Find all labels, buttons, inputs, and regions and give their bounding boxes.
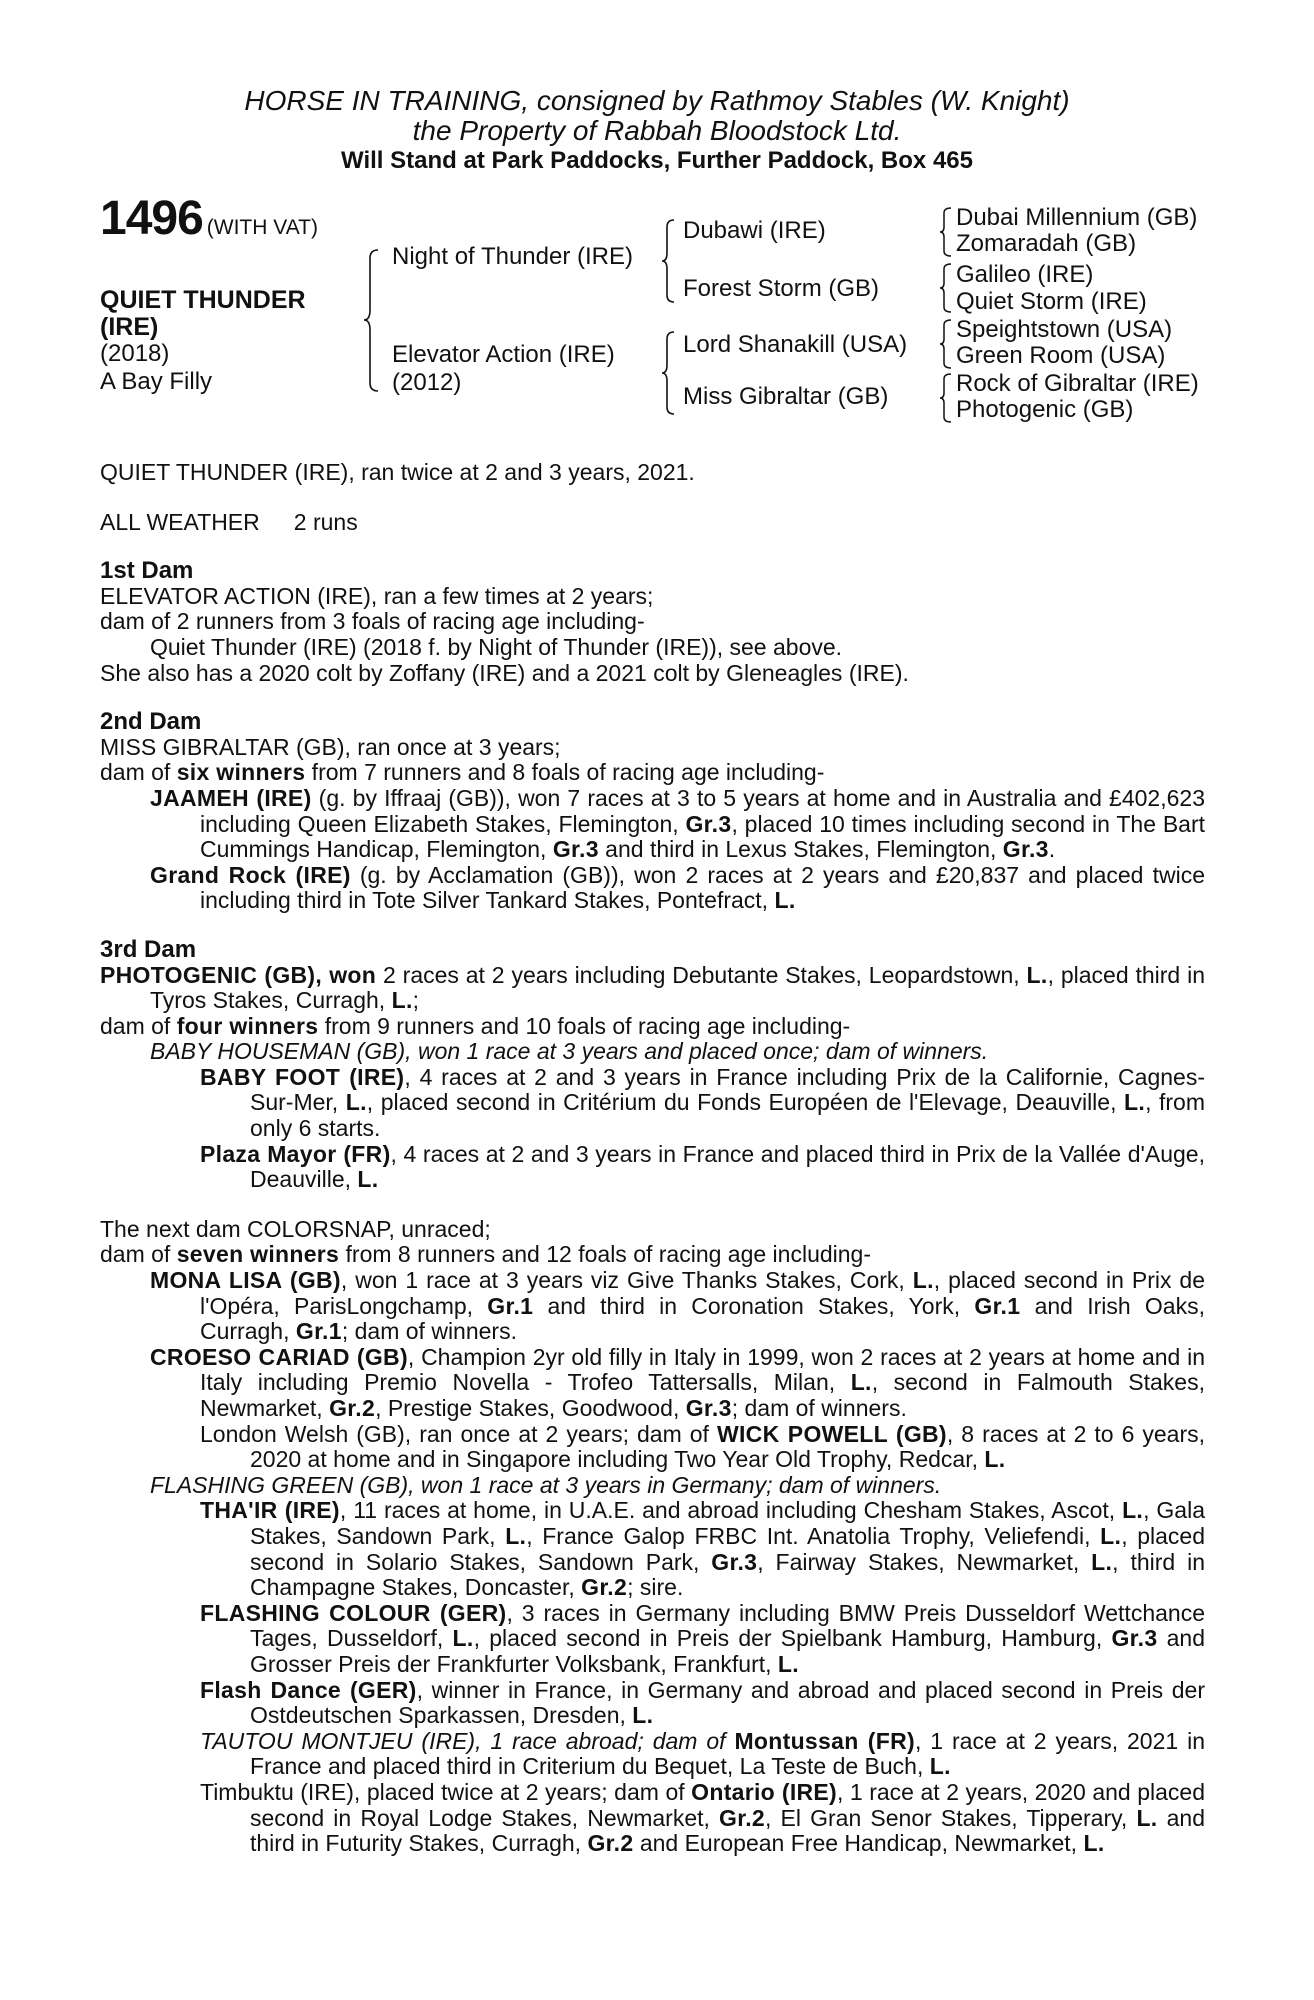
pedigree-g3: Galileo (IRE) [956,261,1094,288]
third-dam-produce: dam of four winners from 9 runners and 10 foals of racing age including- [100,1012,851,1039]
lot-block [100,192,400,245]
pedigree-brace-g34 [938,262,954,314]
produce-entry-croeso-cariad: CROESO CARIAD (GB), Champion 2yr old filly in Italy in 1999, won 2 races at 2 years at home and in Italy including Premio Novella - Trofeo Tattersalls, Milan, L., second in Falmouth Stakes, Newmarket, Gr.2, Prestige Stakes, Goodwood, Gr.3; dam of winners. [150,1343,1205,1421]
pedigree-dam-year: (2012) [392,369,462,396]
stand-location: Will Stand at Park Paddocks, Further Paddock, Box 465 [341,147,973,174]
first-dam-line: ELEVATOR ACTION (IRE), ran a few times at 2 years; [100,582,654,609]
pedigree-brace-g56 [938,318,954,370]
pedigree-g4: Quiet Storm (IRE) [956,288,1147,315]
first-dam-younger: She also has a 2020 colt by Zoffany (IRE) and a 2021 colt by Gleneagles (IRE). [100,659,909,686]
first-dam-heading: 1st Dam [100,557,194,585]
pedigree-g1: Dubai Millennium (GB) [956,204,1198,231]
property-line: the Property of Rabbah Bloodstock Ltd. [412,115,902,146]
lot-number: 1496 [100,192,203,245]
pedigree-g8: Photogenic (GB) [956,396,1134,423]
produce-entry-baby-houseman: BABY HOUSEMAN (GB), won 1 race at 3 years and placed once; dam of winners. [150,1038,989,1065]
all-weather-record [100,510,1205,536]
produce-entry-mona-lisa: MONA LISA (GB), won 1 race at 3 years viz Give Thanks Stakes, Cork, L., placed second in Prix de l'Opéra, ParisLongchamp, Gr.1 and third in Coronation Stakes, York, Gr.1 and Irish Oaks, Curragh, Gr.1; dam of winners. [150,1267,1205,1345]
produce-entry-baby-foot: BABY FOOT (IRE), 4 races at 2 and 3 years in France including Prix de la Californie, Cagnes-Sur-Mer, L., placed second in Critérium du Fonds Européen de l'Elevage, Deauville, L., from only 6 starts. [200,1063,1205,1142]
second-dam-heading: 2nd Dam [100,708,202,736]
produce-entry-tautou-montjeu: TAUTOU MONTJEU (IRE), 1 race abroad; dam of Montussan (FR), 1 race at 2 years, 2021 in France and placed third in Criterium du Bequet, La Teste de Buch, L. [200,1727,1206,1780]
pedigree-dam-sire: Lord Shanakill (USA) [683,331,908,358]
pedigree-sire-dam: Forest Storm (GB) [683,275,880,302]
pedigree-dam: Elevator Action (IRE) [392,341,615,368]
pedigree-brace-dam [660,330,678,416]
pedigree-g2: Zomaradah (GB) [956,230,1137,257]
pedigree-sire: Night of Thunder (IRE) [392,243,633,270]
race-record: QUIET THUNDER (IRE), ran twice at 2 and 3 years, 2021. [100,459,695,485]
all-weather-label: ALL WEATHER [100,508,260,535]
produce-entry-flashing-green: FLASHING GREEN (GB), won 1 race at 3 years in Germany; dam of winners. [150,1471,942,1498]
all-weather-runs: 2 runs [293,508,358,535]
next-dam-produce: dam of seven winners from 8 runners and 12 foals of racing age including- [100,1241,872,1268]
pedigree-g7: Rock of Gibraltar (IRE) [956,370,1199,397]
produce-entry-grand-rock: Grand Rock (IRE) (g. by Acclamation (GB)), won 2 races at 2 years and £20,837 and placed twice including third in Tote Silver Tankard Stakes, Pontefract, L. [150,861,1205,914]
produce-entry-london-welsh: London Welsh (GB), ran once at 2 years; dam of WICK POWELL (GB), 8 races at 2 to 6 years, 2020 at home and in Singapore including Two Year Old Trophy, Redcar, L. [200,1420,1206,1473]
first-dam-produce: dam of 2 runners from 3 foals of racing age including- [100,608,645,635]
produce-entry-flash-dance: Flash Dance (GER), winner in France, in Germany and abroad and placed second in Preis der Ostdeutschen Sparkassen, Dresden, L. [200,1676,1205,1729]
consignor-line: HORSE IN TRAINING, consigned by Rathmoy Stables (W. Knight) [244,85,1070,116]
pedigree-brace-sire [660,218,678,304]
third-dam-line: PHOTOGENIC (GB), won 2 races at 2 years including Debutante Stakes, Leopardstown, L., placed third in Tyros Stakes, Curragh, L.; [100,961,1205,1014]
horse-year: (2018) [100,340,170,367]
next-dam-line: The next dam COLORSNAP, unraced; [100,1215,491,1242]
pedigree-brace-main [362,248,382,393]
produce-entry-thair: THA'IR (IRE), 11 races at home, in U.A.E. and abroad including Chesham Stakes, Ascot, L., Gala Stakes, Sandown Park, L., France Galop FRBC Int. Anatolia Trophy, Veliefendi, L., placed second in Solario Stakes, Sandown Park, Gr.3, Fairway Stakes, Newmarket, L., third in Champagne Stakes, Doncaster, Gr.2; sire. [200,1497,1205,1601]
pedigree-dam-dam: Miss Gibraltar (GB) [683,383,889,410]
produce-entry-timbuktu: Timbuktu (IRE), placed twice at 2 years; dam of Ontario (IRE), 1 race at 2 years, 2020 and placed second in Royal Lodge Stakes, Newmarket, Gr.2, El Gran Senor Stakes, Tipperary, L. and third in Futurity Stakes, Curragh, Gr.2 and European Free Handicap, Newmarket, L. [200,1778,1206,1857]
horse-name: QUIET THUNDER (IRE) [100,286,306,341]
catalogue-header [0,86,1314,176]
pedigree-g6: Green Room (USA) [956,342,1166,369]
produce-entry-jaameh: JAAMEH (IRE) (g. by Iffraaj (GB)), won 7 races at 3 to 5 years at home and in Australia and £402,623 including Queen Elizabeth Stakes, Flemington, Gr.3, placed 10 times including second in The Bart Cummings Handicap, Flemington, Gr.3 and third in Lexus Stakes, Flemington, Gr.3. [150,784,1206,863]
pedigree-sire-sire: Dubawi (IRE) [683,217,826,244]
pedigree-brace-g78 [938,372,954,424]
horse-description: A Bay Filly [100,368,213,395]
first-dam-foal: Quiet Thunder (IRE) (2018 f. by Night of Thunder (IRE)), see above. [150,633,843,660]
second-dam-produce: dam of six winners from 7 runners and 8 foals of racing age including- [100,759,825,786]
produce-entry-plaza-mayor: Plaza Mayor (FR), 4 races at 2 and 3 years in France and placed third in Prix de la Vallée d'Auge, Deauville, L. [200,1140,1205,1193]
pedigree-g5: Speightstown (USA) [956,316,1173,343]
pedigree-brace-g12 [938,206,954,258]
second-dam-line: MISS GIBRALTAR (GB), ran once at 3 years; [100,733,561,760]
catalogue-body [100,460,1205,1857]
third-dam-heading: 3rd Dam [100,935,197,963]
produce-entry-flashing-colour: FLASHING COLOUR (GER), 3 races in Germany including BMW Preis Dusseldorf Wettchance Tages, Dusseldorf, L., placed second in Preis der Spielbank Hamburg, Hamburg, Gr.3 and Grosser Preis der Frankfurter Volksbank, Frankfurt, L. [200,1599,1206,1677]
vat-label: (WITH VAT) [206,216,318,239]
